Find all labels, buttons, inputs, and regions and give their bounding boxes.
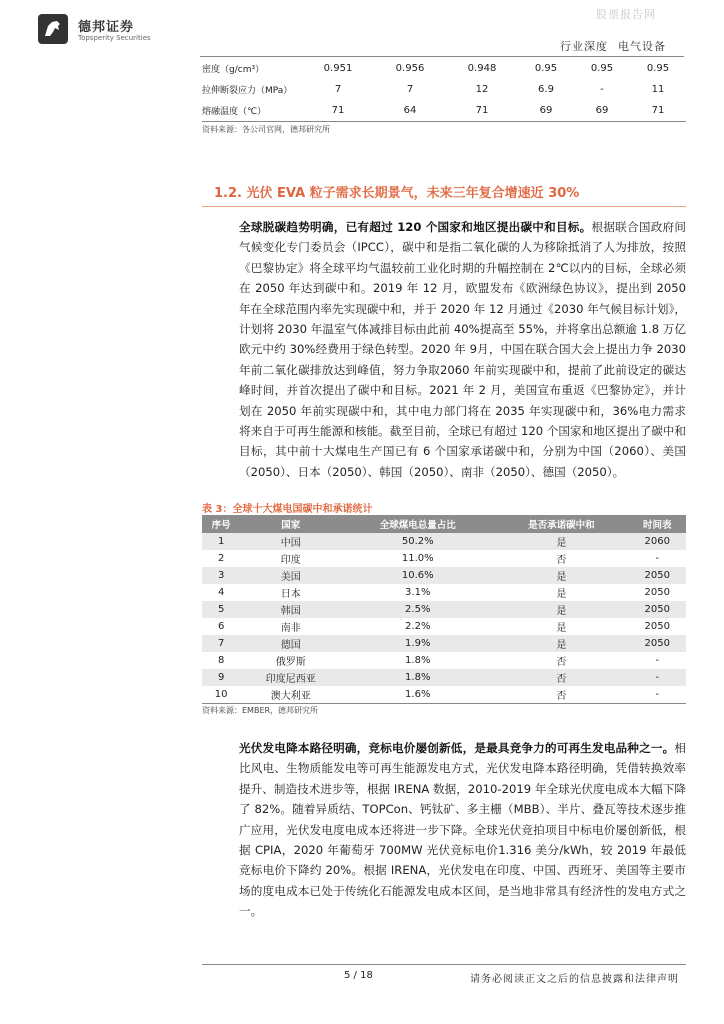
table-row — [202, 601, 686, 618]
table-cell: 0.95 — [646, 63, 670, 74]
table-cell: - — [628, 550, 686, 567]
table-row — [202, 58, 686, 79]
table-cell: 2060 — [628, 533, 686, 550]
table-cell: 2.2% — [341, 618, 494, 635]
table-cell: 1.8% — [341, 652, 494, 669]
table-cell: 50.2% — [341, 533, 494, 550]
table-cell: 4 — [202, 584, 240, 601]
table-cell: 5 — [202, 601, 240, 618]
table-cell: - — [628, 686, 686, 704]
table-row — [202, 669, 686, 686]
table-cell: 2050 — [628, 618, 686, 635]
table-cell: 3 — [202, 567, 240, 584]
table-cell: 澳大利亚 — [240, 686, 341, 704]
column-header: 时间表 — [628, 515, 686, 533]
column-header: 全球煤电总量占比 — [341, 515, 494, 533]
table-cell: 印度 — [240, 550, 341, 567]
table-cell: - — [628, 652, 686, 669]
table-row — [202, 567, 686, 584]
table-cell: 3.1% — [341, 584, 494, 601]
table-cell: 否 — [494, 669, 628, 686]
table-cell: 1 — [202, 533, 240, 550]
table-cell: 2050 — [628, 584, 686, 601]
paragraph-carbon-neutral — [239, 217, 686, 482]
table-cell: 是 — [494, 584, 628, 601]
table-title: 表 3：全球十大煤电国碳中和承诺统计 — [202, 504, 373, 515]
table-cell: 11 — [651, 84, 665, 95]
table-cell: 7 — [334, 84, 342, 95]
brand-name: 德邦证券 — [78, 20, 135, 35]
table-cell: 0.95 — [534, 63, 558, 74]
table-row — [202, 533, 686, 550]
footer-divider — [202, 964, 686, 965]
table-cell: 1.8% — [341, 669, 494, 686]
table-cell: 中国 — [240, 533, 341, 550]
table-row — [202, 618, 686, 635]
table-row — [202, 100, 686, 122]
watermark: 股票报告网 — [596, 8, 656, 21]
table-cell: 2050 — [628, 567, 686, 584]
table-cell: 8 — [202, 652, 240, 669]
table-source: 资料来源：EMBER，德邦研究所 — [202, 706, 319, 715]
table-cell: 是 — [494, 601, 628, 618]
table-cell: 6.9 — [538, 84, 554, 95]
table-cell: 2.5% — [341, 601, 494, 618]
table-cell: 2050 — [628, 635, 686, 652]
table-cell: 南非 — [240, 618, 341, 635]
table-cell: 69 — [518, 100, 574, 122]
table-cell: 1.9% — [341, 635, 494, 652]
table-cell: 2 — [202, 550, 240, 567]
table-cell: 10 — [202, 686, 240, 704]
table-row — [202, 550, 686, 567]
table-cell: 11.0% — [341, 550, 494, 567]
table-row — [202, 584, 686, 601]
table-cell: 0.956 — [395, 63, 425, 74]
table-cell: - — [628, 669, 686, 686]
column-header: 国家 — [240, 515, 341, 533]
table-cell: 是 — [494, 567, 628, 584]
header-meta — [560, 38, 666, 54]
table-row — [202, 635, 686, 652]
table-cell: 7 — [406, 84, 414, 95]
company-logo — [38, 14, 68, 44]
table-cell: 9 — [202, 669, 240, 686]
table-cell: 是 — [494, 618, 628, 635]
row-label: 拉伸断裂应力（MPa） — [202, 86, 293, 96]
table-cell: 71 — [446, 100, 518, 122]
paragraph-lead: 光伏发电降本路径明确，竞标电价屡创新低，是最具竞争力的可再生发电品种之一。 — [239, 741, 675, 755]
table-cell: 7 — [202, 635, 240, 652]
table-cell: 0.95 — [590, 63, 614, 74]
table-cell: 71 — [630, 100, 686, 122]
table-row — [202, 686, 686, 704]
table-cell: 71 — [302, 100, 374, 122]
table-cell: 否 — [494, 550, 628, 567]
table-cell: 2050 — [628, 601, 686, 618]
table-row — [202, 652, 686, 669]
table-cell: 0.951 — [323, 63, 353, 74]
table-cell: - — [600, 84, 604, 95]
table-cell: 12 — [475, 84, 489, 95]
report-sector: 电气设备 — [618, 40, 666, 53]
table-cell: 10.6% — [341, 567, 494, 584]
report-category: 行业深度 — [560, 40, 608, 53]
header-divider — [200, 56, 684, 57]
table-cell: 0.948 — [467, 63, 497, 74]
table-cell: 否 — [494, 652, 628, 669]
table-cell: 韩国 — [240, 601, 341, 618]
table-cell: 6 — [202, 618, 240, 635]
table-cell: 日本 — [240, 584, 341, 601]
column-header: 序号 — [202, 515, 240, 533]
table-cell: 1.6% — [341, 686, 494, 704]
row-label: 密度（g/cm³） — [202, 65, 265, 75]
section-divider — [202, 206, 686, 207]
table-cell: 69 — [574, 100, 630, 122]
paragraph-body: 根据联合国政府间气候变化专门委员会（IPCC），碳中和是指二氧化碳的人为移除抵消了人为排放，按照《巴黎协定》将全球平均气温较前工业化时期的升幅控制在 2℃以内的目标，全球必须在 2050 年达到碳中和。2019 年 12 月，欧盟发布《欧洲绿色协议》，提出到 2050 年在全球范围内率先实现碳中和，并于 2020 年 12 月通过《2030 年气候目标计划》，计划将 2030 年温室气体减排目标由此前 40%提高至 55%，并将拿出总额逾 1.8 万亿欧元中约 30%经费用于绿色转型。2020 年 9月，中国在联合国大会上提出力争 2030 年前二氧化碳排放达到峰值，努力争取2060 年前实现碳中和，提前了此前设定的碳达峰时间，并首次提出了碳中和目标。2021 年 2 月，美国宣布重返《巴黎协定》，并计划在 2050 年前实现碳中和，其中电力部门将在 2035 年实现碳中和，36%电力需求将来自于可再生能源和核能。截至目前，全球已有超过 120 个国家和地区提出了碳中和目标，其中前十大煤电生产国已有 6 个国家承诺碳中和，分别为中国（2060）、美国（2050）、日本（2050）、韩国（2050）、南非（2050）、德国（2050）。 — [239, 220, 686, 479]
brand-name-en: Topsperity Securities — [78, 34, 151, 42]
paragraph-lead: 全球脱碳趋势明确，已有超过 120 个国家和地区提出碳中和目标。 — [239, 220, 592, 234]
table-cell: 是 — [494, 533, 628, 550]
coal-countries-table — [202, 515, 686, 704]
paragraph-body: 相比风电、生物质能发电等可再生能源发电方式，光伏发电降本路径明确，凭借转换效率提升、制造技术进步等，根据 IRENA 数据，2010-2019 年全球光伏度电成本大幅下降了 82%。随着异质结、TOPCon、钙钛矿、多主栅（MBB）、半片、叠瓦等技术逐步推广应用，光伏发电度电成本还将进一步下降。全球光伏竞拍项目中标电价屡创新低，根据 CPIA，2020 年葡萄牙 700MW 光伏竞标电价1.316 美分/kWh，较 2019 年最低竞标电价下降约 20%。根据 IRENA，光伏发电在印度、中国、西班牙、美国等主要市场的度电成本已处于传统化石能源发电成本区间，是当地非常具有经济性的发电方式之一。 — [239, 741, 686, 919]
table-cell: 德国 — [240, 635, 341, 652]
properties-table — [202, 58, 686, 122]
top-table-source: 资料来源：各公司官网，德邦研究所 — [202, 125, 330, 134]
table-cell: 印度尼西亚 — [240, 669, 341, 686]
disclaimer: 请务必阅读正文之后的信息披露和法律声明 — [470, 974, 679, 985]
table-cell: 否 — [494, 686, 628, 704]
row-label: 熔融温度（℃） — [202, 100, 302, 122]
section-title: 1.2. 光伏 EVA 粒子需求长期景气，未来三年复合增速近 30% — [214, 186, 580, 201]
column-header: 是否承诺碳中和 — [494, 515, 628, 533]
table-cell: 俄罗斯 — [240, 652, 341, 669]
table-row — [202, 79, 686, 100]
table-cell: 美国 — [240, 567, 341, 584]
page-number: 5 / 18 — [344, 970, 373, 981]
paragraph-pv-cost — [239, 738, 686, 922]
table-cell: 是 — [494, 635, 628, 652]
table-cell: 64 — [374, 100, 446, 122]
horse-logo-icon — [42, 18, 64, 40]
